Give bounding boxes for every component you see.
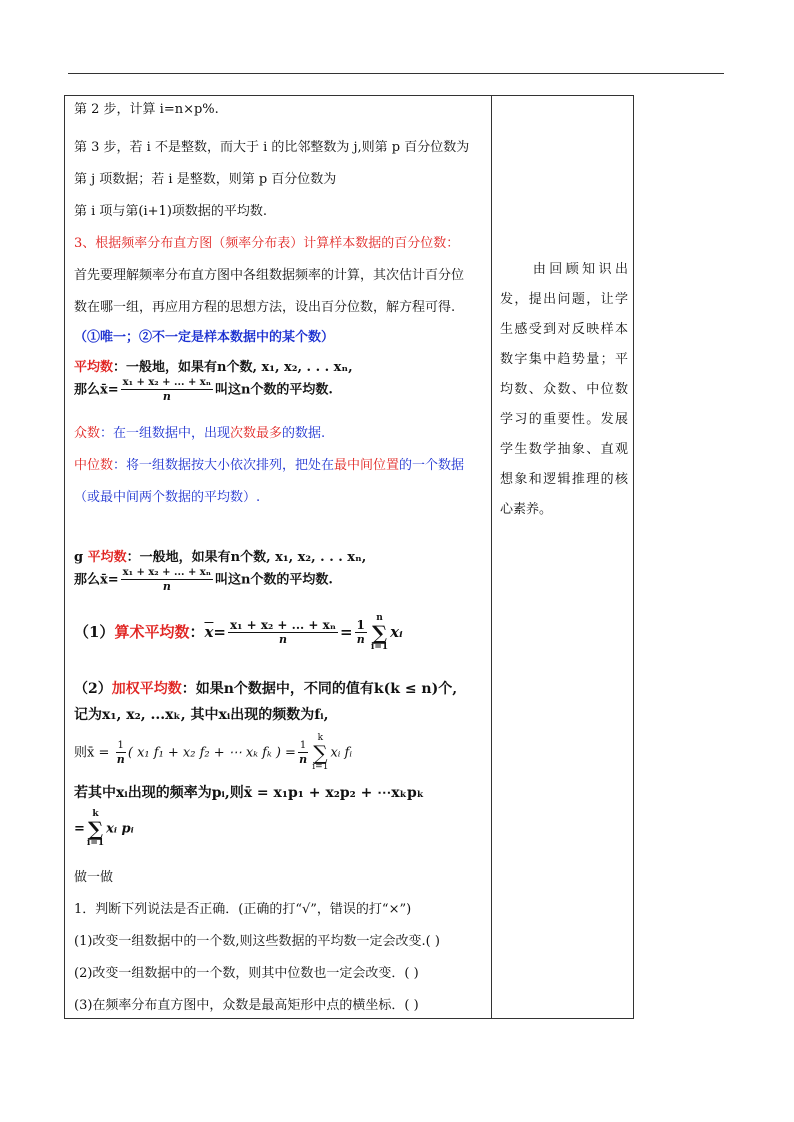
mean2-fraction xyxy=(121,566,213,594)
sigma-icon: ∑ xyxy=(87,817,104,841)
para-line-b: 数在哪一组，再应用方程的思想方法，设出百分位数，解方程可得. xyxy=(74,300,456,315)
sigma-icon: ∑ xyxy=(371,621,388,645)
median-post: 的一个数据 xyxy=(399,458,465,473)
mean2-numerator: x₁ + x₂ + ... + xₙ xyxy=(122,567,211,578)
mode-pre: ：在一组数据中，出现 xyxy=(100,426,231,441)
arithmetic-mean xyxy=(74,614,403,652)
design-intent-text: 由回顾知识出发，提出问题，让学生感受到对反映样本数字集中趋势量；平均数、众数、中位数学习的重要性。发展学生数学抽象、直观想象和逻辑推理的核心素养。 xyxy=(500,262,628,517)
weighted-fraction xyxy=(116,739,126,767)
median-line-b: （或最中间两个数据的平均数）. xyxy=(74,490,261,505)
arith-denominator: n xyxy=(278,633,287,646)
question-1-3: (3)在频率分布直方图中，众数是最高矩形中点的横坐标．( ) xyxy=(74,998,419,1013)
weighted-label: 加权平均数 xyxy=(111,681,182,697)
mean-text: ：一般地，如果有n个数, x₁, x₂, . . . xₙ, xyxy=(113,360,353,375)
arith-one-over-n xyxy=(355,619,367,647)
frequency-sum xyxy=(74,810,134,848)
heading-3: 3、根据频率分布直方图（频率分布表）计算样本数据的百分位数： xyxy=(74,236,460,251)
freq-sum-bot: i=1 xyxy=(86,838,105,848)
header-rule xyxy=(68,73,724,74)
arith-eq: = xyxy=(213,623,226,641)
arith-prefix: （1） xyxy=(74,623,115,641)
median-pre: ：将一组数据按大小依次排列，把处在 xyxy=(113,458,335,473)
median-label: 中位数 xyxy=(74,458,114,473)
frequency-line: 若其中xᵢ出现的频率为pᵢ,则x̄ = x₁p₁ + x₂p₂ + ⋯xₖpₖ xyxy=(74,785,425,801)
freq-sum-pre: = xyxy=(74,821,85,837)
note-line: （①唯一；②不一定是样本数据中的某个数） xyxy=(74,330,335,345)
mean-label: 平均数 xyxy=(74,360,114,375)
mode-red: 次数最多 xyxy=(230,426,283,441)
arith-sum xyxy=(371,614,388,652)
weighted-fraction-2 xyxy=(298,739,308,767)
arith-xbar: $\overline{x}$ xyxy=(204,623,214,641)
question-1-2: (2)改变一组数据中的一个数，则其中位数也一定会改变．( ) xyxy=(74,966,419,981)
question-1: 1．判断下列说法是否正确．(正确的打“√”，错误的打“×”) xyxy=(74,902,412,917)
mean-formula xyxy=(74,376,333,404)
sigma-icon: ∑ xyxy=(313,741,328,765)
weighted-c-tail: xᵢ fᵢ xyxy=(330,745,352,761)
mode-label: 众数 xyxy=(74,426,101,441)
median-definition xyxy=(74,454,464,473)
para-line-a: 首先要理解频率分布直方图中各组数据频率的计算，其次估计百分位 xyxy=(74,268,465,283)
weighted-den-2: n xyxy=(299,753,308,766)
weighted-text: ：如果n个数据中，不同的值有k(k ≤ n)个, xyxy=(181,681,458,697)
practice-title: 做一做 xyxy=(74,870,114,885)
mean-then: 那么x̄= xyxy=(74,382,119,398)
weighted-formula xyxy=(74,734,352,772)
arith-numerator: x₁ + x₂ + ... + xₙ xyxy=(230,618,336,632)
step3-line-a: 第 3 步，若 i 不是整数，而大于 i 的比邻整数为 j,则第 p 百分位数为 xyxy=(74,140,470,155)
step2-line: 第 2 步，计算 i=n×p%. xyxy=(74,102,219,117)
column-divider xyxy=(491,95,492,1019)
question-1-1: (1)改变一组数据中的一个数,则这些数据的平均数一定会改变.( ) xyxy=(74,934,440,949)
mean2-denominator: n xyxy=(162,580,171,593)
weighted-line-b: 记为x₁, x₂, ...xₖ, 其中xᵢ出现的频数为fᵢ, xyxy=(74,707,329,723)
arith-one: 1 xyxy=(356,618,365,632)
mean2-formula xyxy=(74,566,333,594)
mode-definition xyxy=(74,422,325,441)
arith-fraction xyxy=(228,619,338,647)
mean2-text: ：一般地，如果有n个数, x₁, x₂, . . . xₙ, xyxy=(126,550,367,565)
g-prefix: g xyxy=(74,550,88,565)
mean-denominator: n xyxy=(162,390,171,403)
freq-sum-top: k xyxy=(92,809,99,819)
mean2-definition xyxy=(74,546,366,565)
arith-sum-top: n xyxy=(376,613,383,623)
weighted-prefix: （2） xyxy=(74,681,112,697)
arith-xi: xᵢ xyxy=(390,623,403,641)
freq-sum xyxy=(87,810,104,848)
step3-line-b: 第 j 项数据；若 i 是整数，则第 p 百分位数为 xyxy=(74,172,337,187)
arith-eq-2: = xyxy=(339,623,353,641)
weighted-one: 1 xyxy=(117,740,124,751)
weighted-sum-top: k xyxy=(317,733,324,743)
mean2-then: 那么x̄= xyxy=(74,572,119,588)
weighted-c-pre: 则x̄ = xyxy=(74,745,114,761)
mean-numerator: x₁ + x₂ + ... + xₙ xyxy=(122,377,211,388)
weighted-den: n xyxy=(116,753,125,766)
median-red: 最中间位置 xyxy=(334,458,400,473)
arith-label: 算术平均数 xyxy=(114,623,190,641)
weighted-c-mid: ( x₁ f₁ + x₂ f₂ + ⋯ xₖ fₖ ) = xyxy=(127,745,296,761)
mode-post: 的数据. xyxy=(282,426,326,441)
mean2-label: 平均数 xyxy=(87,550,127,565)
weighted-sum xyxy=(312,734,328,772)
mean-tail: 叫这n个数的平均数. xyxy=(214,382,333,398)
mean2-tail: 叫这n个数的平均数. xyxy=(214,572,333,588)
step3-line-c: 第 i 项与第(i+1)项数据的平均数. xyxy=(74,204,268,219)
mean-fraction xyxy=(121,376,213,404)
arith-colon: ： xyxy=(189,623,205,641)
mean-definition xyxy=(74,356,353,375)
arith-sum-bot: i=1 xyxy=(370,642,389,652)
weighted-one-2: 1 xyxy=(299,740,307,751)
arith-den-n: n xyxy=(356,633,365,646)
weighted-sum-bot: i=1 xyxy=(312,762,329,772)
weighted-mean xyxy=(74,678,457,698)
freq-sum-tail: xᵢ pᵢ xyxy=(106,821,134,837)
